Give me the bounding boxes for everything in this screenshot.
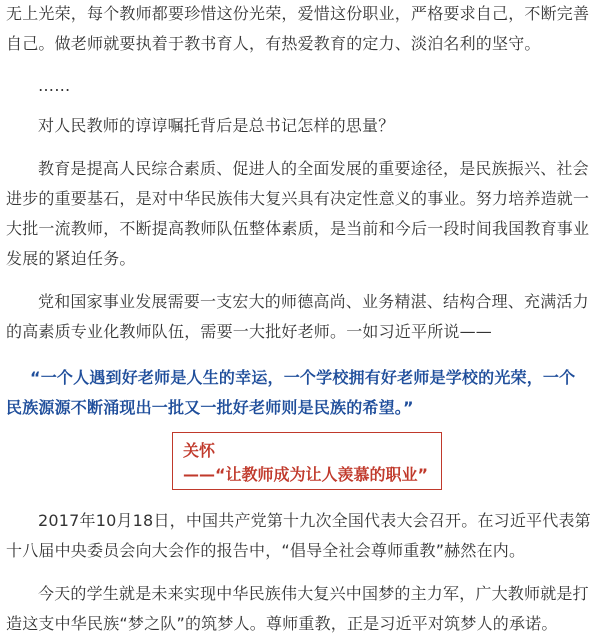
paragraph-line: 造这支中华民族“梦之队”的筑梦人。尊师重教，正是习近平对筑梦人的承诺。 bbox=[6, 614, 558, 633]
paragraph-line: 大批一流教师，不断提高教师队伍整体素质，是当前和今后一段时间我国教育事业 bbox=[6, 219, 590, 238]
ellipsis: …… bbox=[38, 76, 71, 95]
section-callout-box bbox=[172, 432, 442, 490]
quote-line: 民族源源不断涌现出一批又一批好老师则是民族的希望。” bbox=[6, 398, 414, 417]
paragraph-line: 教育是提高人民综合素质、促进人的全面发展的重要途径，是民族振兴、社会 bbox=[38, 159, 589, 178]
paragraph-line: 自己。做老师就要执着于教书育人，有热爱教育的定力、淡泊名利的坚守。 bbox=[6, 34, 541, 53]
paragraph-line: 党和国家事业发展需要一支宏大的师德高尚、业务精湛、结构合理、充满活力 bbox=[38, 292, 589, 311]
paragraph-line: 的高素质专业化教师队伍，需要一大批好老师。一如习近平所说—— bbox=[6, 322, 493, 341]
callout-subtitle: ——“让教师成为让人羡慕的职业” bbox=[183, 465, 429, 484]
quote-line: “一个人遇到好老师是人生的幸运，一个学校拥有好老师是学校的光荣，一个 bbox=[30, 368, 576, 387]
paragraph-line: 发展的紧迫任务。 bbox=[6, 249, 136, 268]
paragraph-line: 2017年10月18日，中国共产党第十九次全国代表大会召开。在习近平代表第 bbox=[38, 511, 591, 530]
paragraph-line: 进步的重要基石，是对中华民族伟大复兴具有决定性意义的事业。努力培养造就一 bbox=[6, 189, 590, 208]
paragraph-line: 十八届中央委员会向大会作的报告中，“倡导全社会尊师重教”赫然在内。 bbox=[6, 541, 526, 560]
question-line: 对人民教师的谆谆嘱托背后是总书记怎样的思量？ bbox=[38, 116, 395, 135]
paragraph-line: 无上光荣，每个教师都要珍惜这份光荣，爱惜这份职业，严格要求自己，不断完善 bbox=[6, 4, 590, 23]
callout-title: 关怀 bbox=[183, 441, 216, 460]
paragraph-line: 今天的学生就是未来实现中华民族伟大复兴中国梦的主力军，广大教师就是打 bbox=[38, 584, 589, 603]
